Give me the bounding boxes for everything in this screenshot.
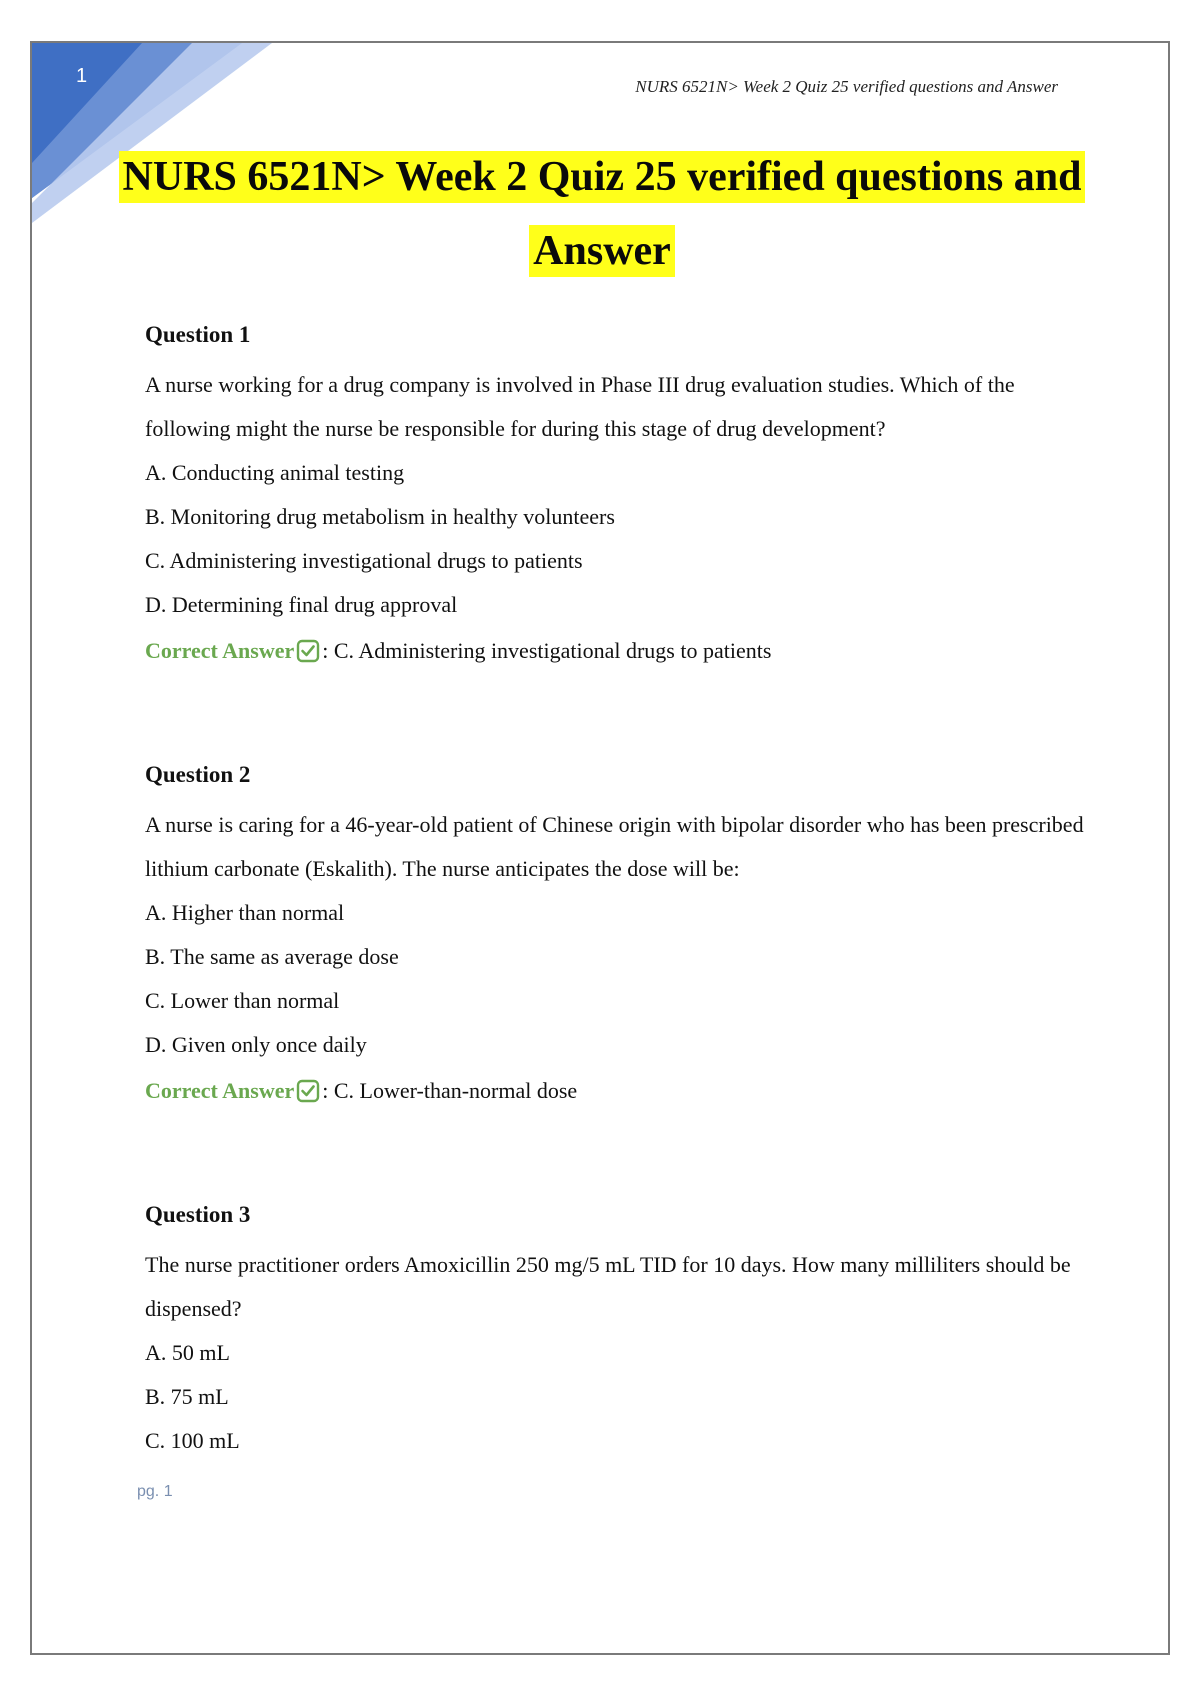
option-a: A. 50 mL [145, 1340, 230, 1365]
correct-answer [145, 1067, 1095, 1115]
option-c: C. Administering investigational drugs to patients [145, 548, 583, 573]
question-text: A nurse working for a drug company is involved in Phase III drug evaluation studies. Which of the following might the nurse be responsible for during this stage of drug development? [145, 372, 1015, 441]
page-footer: pg. 1 [137, 1483, 173, 1500]
page-number: 1 [76, 65, 88, 87]
correct-answer-value: : C. Administering investigational drugs to patients [322, 638, 772, 663]
option-d: D. Given only once daily [145, 1032, 367, 1057]
correct-answer-label: Correct Answer [145, 1078, 295, 1103]
question-3 [145, 1201, 1095, 1463]
question-text: A nurse is caring for a 46-year-old patient of Chinese origin with bipolar disorder who has been prescribed lithium carbonate (Eskalith). The nurse anticipates the dose will be: [145, 812, 1084, 881]
checkbox-check-icon [296, 639, 320, 663]
running-header: NURS 6521N> Week 2 Quiz 25 verified questions and Answer [635, 77, 1058, 96]
option-d: D. Determining final drug approval [145, 592, 458, 617]
option-a: A. Conducting animal testing [145, 460, 405, 485]
questions-list [145, 321, 1095, 1463]
correct-answer-value: : C. Lower-than-normal dose [322, 1078, 578, 1103]
document-page [30, 41, 1170, 1655]
checkbox-check-icon [296, 1079, 320, 1103]
option-b: B. Monitoring drug metabolism in healthy volunteers [145, 504, 615, 529]
question-heading: Question 3 [145, 1202, 251, 1227]
document-title [32, 151, 1170, 277]
option-a: A. Higher than normal [145, 900, 345, 925]
question-1 [145, 321, 1095, 675]
question-spacer [145, 1115, 1095, 1201]
question-text: The nurse practitioner orders Amoxicillin 250 mg/5 mL TID for 10 days. How many milliliters should be dispensed? [145, 1252, 1071, 1321]
question-spacer [145, 675, 1095, 761]
option-b: B. The same as average dose [145, 944, 399, 969]
option-c: C. 100 mL [145, 1428, 240, 1453]
question-heading: Question 2 [145, 762, 251, 787]
correct-answer [145, 627, 1095, 675]
title-line-1: NURS 6521N> Week 2 Quiz 25 verified questions and [119, 151, 1086, 203]
correct-answer-label: Correct Answer [145, 638, 295, 663]
question-heading: Question 1 [145, 322, 251, 347]
option-b: B. 75 mL [145, 1384, 229, 1409]
question-2 [145, 761, 1095, 1115]
option-c: C. Lower than normal [145, 988, 340, 1013]
title-line-2: Answer [529, 225, 675, 277]
